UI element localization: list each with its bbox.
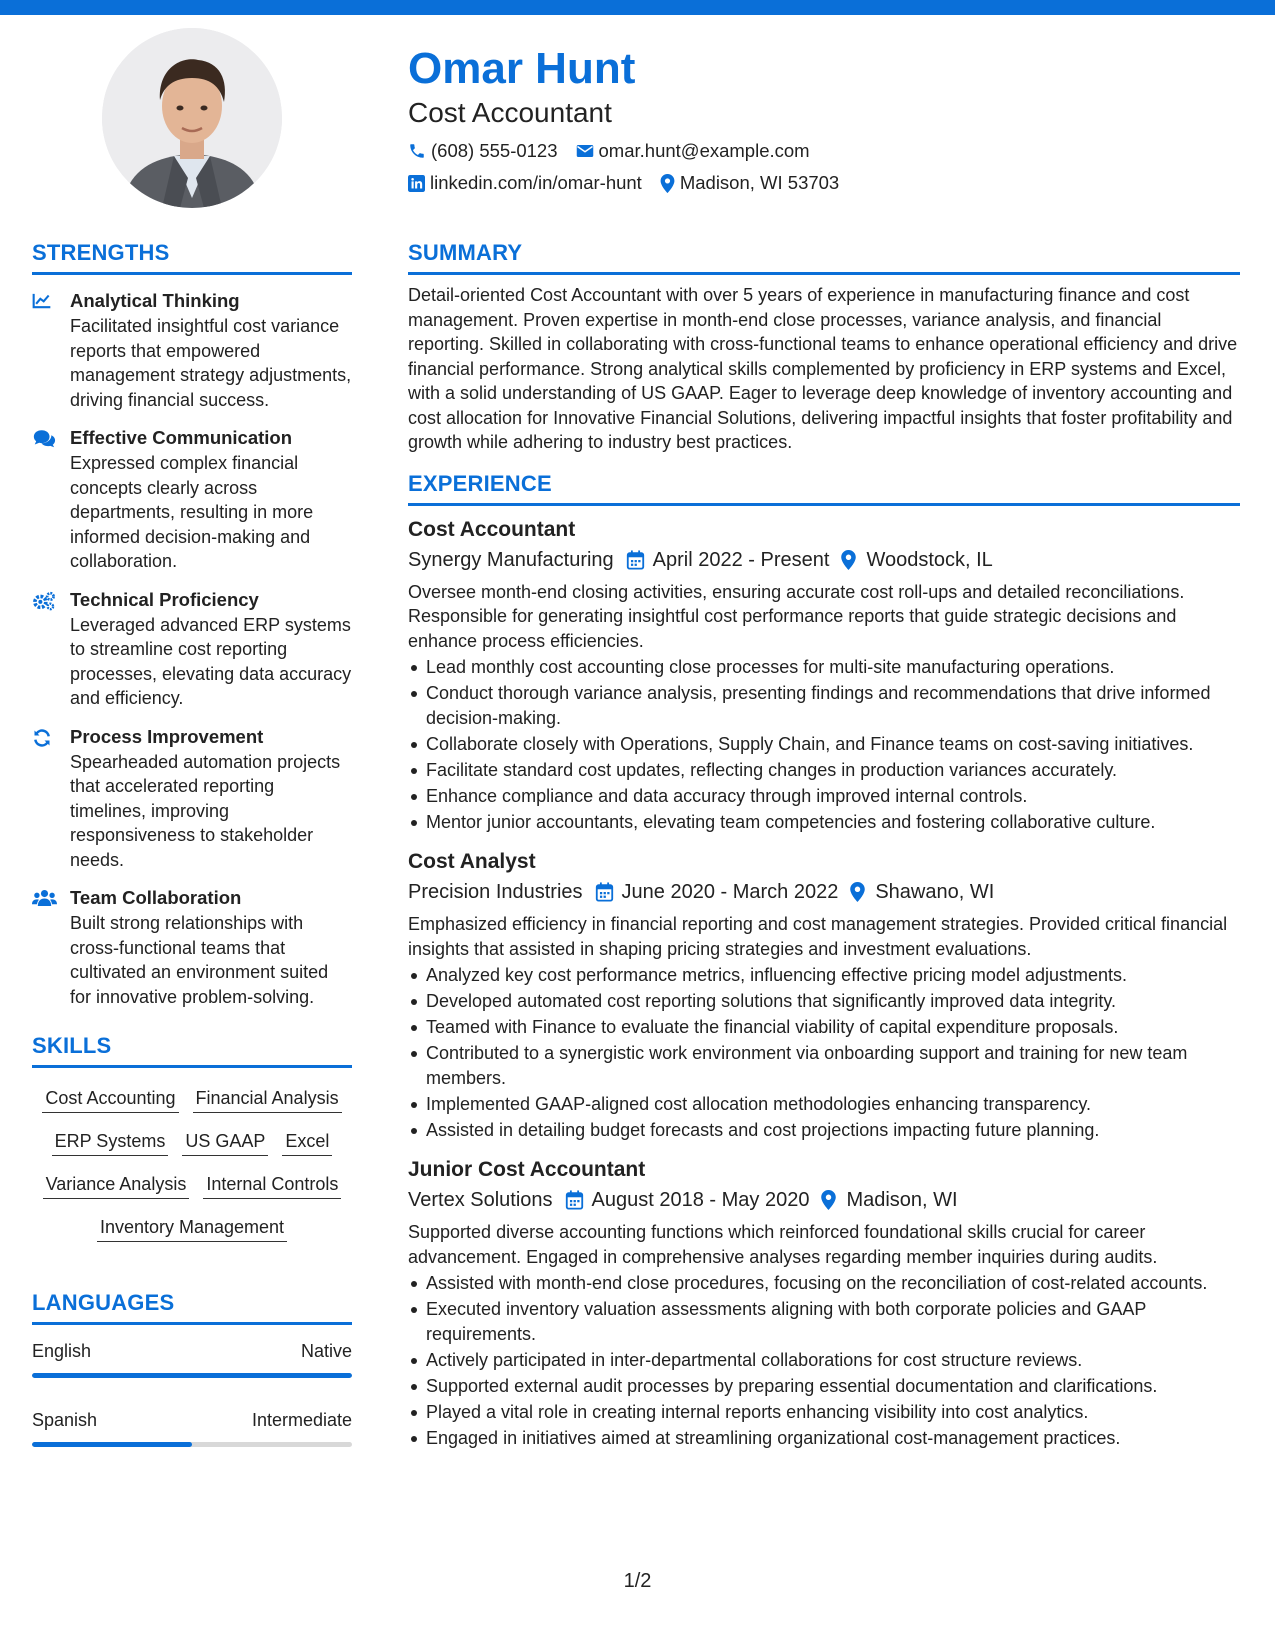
strength-title: Team Collaboration <box>70 887 242 908</box>
skill-tag: US GAAP <box>182 1129 268 1156</box>
contact-row-2 <box>408 172 1238 194</box>
job-bullet: Developed automated cost reporting solutions that significantly improved data integrity. <box>408 989 1240 1014</box>
calendar-icon <box>565 1190 584 1210</box>
skills-list <box>32 1080 352 1252</box>
email-text[interactable]: omar.hunt@example.com <box>598 140 810 161</box>
job-dates: April 2022 - Present <box>652 548 830 571</box>
users-icon <box>32 886 70 1009</box>
job-description: Emphasized efficiency in financial reporting and cost management strategies. Provided critical financial insights that assisted in shaping pricing strategies and investment evaluations. <box>408 914 1228 959</box>
right-column <box>408 238 1240 1450</box>
candidate-name: Omar Hunt <box>408 44 636 93</box>
linkedin-icon <box>408 175 425 192</box>
job-bullet: Played a vital role in creating internal reports enhancing visibility into cost analytics. <box>408 1400 1240 1425</box>
summary-heading: SUMMARY <box>408 238 1240 275</box>
strength-desc: Leveraged advanced ERP systems to streamline cost reporting processes, elevating data accuracy and efficiency. <box>70 614 352 708</box>
linkedin-contact[interactable] <box>408 172 642 194</box>
skill-tag: Financial Analysis <box>193 1086 342 1113</box>
gears-icon <box>32 588 70 711</box>
strength-desc: Spearheaded automation projects that accelerated reporting timelines, improving responsiveness to stakeholder needs. <box>70 751 341 870</box>
comments-icon <box>32 426 70 574</box>
profile-photo <box>102 28 282 208</box>
job-bullet: Facilitate standard cost updates, reflecting changes in production variances accurately. <box>408 758 1240 783</box>
job-location: Madison, WI <box>846 1189 958 1211</box>
phone-contact <box>408 140 558 162</box>
languages-heading: LANGUAGES <box>32 1288 352 1325</box>
skill-tag: Inventory Management <box>97 1215 287 1242</box>
job-bullet: Executed inventory valuation assessments aligning with both corporate policies and GAAP requirements. <box>408 1297 1240 1346</box>
experience-heading: EXPERIENCE <box>408 469 1240 506</box>
job-entry <box>408 516 1240 835</box>
job-bullet: Engaged in initiatives aimed at streamlining organizational cost-management practices. <box>408 1426 1240 1451</box>
job-bullet: Teamed with Finance to evaluate the financial viability of capital expenditure proposals. <box>408 1015 1240 1040</box>
job-location: Shawano, WI <box>875 881 995 903</box>
skill-tag: ERP Systems <box>52 1129 169 1156</box>
job-bullet: Actively participated in inter-departmental collaborations for cost structure reviews. <box>408 1348 1240 1373</box>
job-bullet: Supported external audit processes by preparing essential documentation and clarifications. <box>408 1374 1240 1399</box>
language-item <box>32 1339 352 1378</box>
job-bullet: Lead monthly cost accounting close processes for multi-site manufacturing operations. <box>408 655 1240 680</box>
strength-item <box>32 289 352 412</box>
strength-title: Effective Communication <box>70 427 293 448</box>
job-title: Cost Analyst <box>408 850 536 873</box>
job-dates: August 2018 - May 2020 <box>591 1189 810 1211</box>
email-contact[interactable] <box>576 140 810 162</box>
job-dates: June 2020 - March 2022 <box>621 881 839 903</box>
job-bullet: Conduct thorough variance analysis, presenting findings and recommendations that drive informed decision-making. <box>408 681 1240 730</box>
language-proficiency-bar <box>32 1373 352 1378</box>
job-location: Woodstock, IL <box>866 548 993 571</box>
job-bullets <box>408 1271 1240 1450</box>
language-item <box>32 1408 352 1447</box>
job-bullet: Implemented GAAP-aligned cost allocation methodologies enhancing transparency. <box>408 1092 1240 1117</box>
job-entry <box>408 848 1240 1142</box>
phone-icon <box>408 142 426 160</box>
job-title: Cost Accountant <box>408 517 576 541</box>
summary-text: Detail-oriented Cost Accountant with over 5 years of experience in manufacturing finance and cost management. Proven expertise in month-end close processes, variance analysis, and financial reporting. Skilled in collaborating with cross-functional teams to enhance operational efficiency and drive financial performance. Strong analytical skills complemented by proficiency in ERP systems and Excel, with a solid understanding of US GAAP. Eager to leverage deep knowledge of inventory accounting and cost allocation for Innovative Financial Solutions, delivering impactful insights that foster profitability and growth while adhering to industry best practices. <box>408 285 1238 452</box>
company-name: Precision Industries <box>408 881 583 903</box>
page-number: 1/2 <box>623 1570 652 1592</box>
job-meta <box>408 546 1240 574</box>
language-proficiency-fill <box>32 1373 352 1378</box>
refresh-icon <box>32 725 70 873</box>
left-column <box>32 238 352 1447</box>
skill-tag: Cost Accounting <box>42 1086 178 1113</box>
strength-item <box>32 426 352 574</box>
company-name: Synergy Manufacturing <box>408 548 614 571</box>
strengths-heading: STRENGTHS <box>32 238 352 275</box>
calendar-icon <box>626 550 645 570</box>
resume-header <box>408 42 1238 194</box>
job-description: Oversee month-end closing activities, ensuring accurate cost roll-ups and detailed reconciliations. Responsible for generating insightful cost performance reports that guide strategic decisions and enhance process efficiencies. <box>408 581 1185 651</box>
language-proficiency-bar <box>32 1442 352 1447</box>
phone-text: (608) 555-0123 <box>431 140 558 161</box>
envelope-icon <box>576 143 594 159</box>
candidate-title: Cost Accountant <box>408 97 612 128</box>
top-accent-bar <box>0 0 1275 15</box>
strength-item <box>32 725 352 873</box>
strength-desc: Built strong relationships with cross-functional teams that cultivated an environment suited for innovative problem-solving. <box>70 913 329 1007</box>
strength-title: Process Improvement <box>70 725 264 747</box>
job-bullet: Analyzed key cost performance metrics, influencing effective pricing model adjustments. <box>408 963 1240 988</box>
experience-list <box>408 516 1240 1451</box>
language-level: Intermediate <box>251 1410 352 1430</box>
language-name: Spanish <box>32 1410 98 1430</box>
job-title: Junior Cost Accountant <box>408 1158 646 1181</box>
job-meta <box>408 878 1240 906</box>
linkedin-text[interactable]: linkedin.com/in/omar-hunt <box>430 172 642 193</box>
language-level: Native <box>300 1341 352 1361</box>
location-text: Madison, WI 53703 <box>679 172 840 193</box>
strength-title: Analytical Thinking <box>70 290 240 311</box>
location-pin-icon <box>660 174 675 193</box>
location-pin-icon <box>850 882 865 902</box>
job-bullet: Mentor junior accountants, elevating team competencies and fostering collaborative culture. <box>408 810 1240 835</box>
job-bullet: Enhance compliance and data accuracy through improved internal controls. <box>408 784 1240 809</box>
job-bullets <box>408 655 1240 834</box>
language-name: English <box>32 1341 92 1361</box>
job-bullet: Collaborate closely with Operations, Supply Chain, and Finance teams on cost-saving initiatives. <box>408 732 1240 757</box>
skill-tag: Excel <box>282 1129 332 1156</box>
job-description: Supported diverse accounting functions which reinforced foundational skills crucial for career advancement. Engaged in comprehensive analyses regarding member inquiries during audits. <box>408 1222 1158 1267</box>
job-bullet: Assisted with month-end close procedures, focusing on the reconciliation of cost-related accounts. <box>408 1271 1240 1296</box>
chart-line-icon <box>32 289 70 412</box>
company-name: Vertex Solutions <box>408 1189 553 1211</box>
strength-desc: Facilitated insightful cost variance reports that empowered management strategy adjustments, driving financial success. <box>70 316 352 410</box>
job-bullets <box>408 963 1240 1142</box>
skills-heading: SKILLS <box>32 1031 352 1068</box>
skill-tag: Internal Controls <box>203 1172 341 1199</box>
calendar-icon <box>595 882 614 902</box>
strength-title: Technical Proficiency <box>70 588 259 610</box>
job-bullet: Contributed to a synergistic work environment via onboarding support and training for new team members. <box>408 1041 1240 1090</box>
location-contact <box>660 172 839 194</box>
portrait-image <box>102 28 282 208</box>
strength-desc: Expressed complex financial concepts clearly across departments, resulting in more informed decision-making and collaboration. <box>70 453 314 571</box>
location-pin-icon <box>841 550 856 570</box>
strength-item <box>32 588 352 711</box>
skill-tag: Variance Analysis <box>43 1172 190 1199</box>
job-bullet: Assisted in detailing budget forecasts and cost projections impacting future planning. <box>408 1118 1240 1143</box>
contact-row-1 <box>408 140 1238 162</box>
strength-item <box>32 886 352 1009</box>
job-meta <box>408 1186 1240 1214</box>
job-entry <box>408 1156 1240 1450</box>
location-pin-icon <box>821 1190 836 1210</box>
language-proficiency-fill <box>32 1442 192 1447</box>
